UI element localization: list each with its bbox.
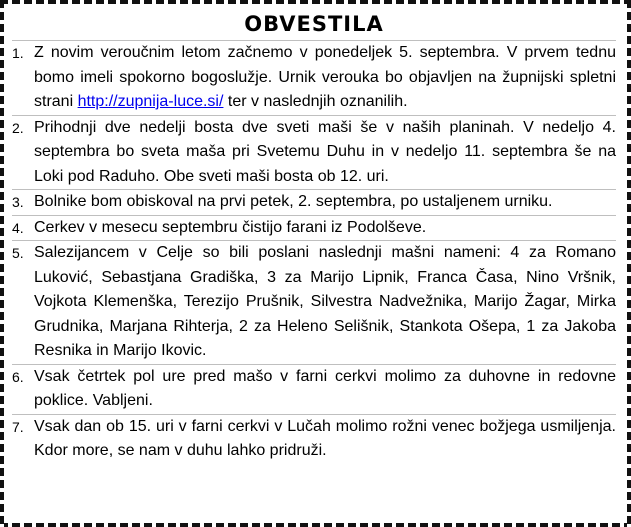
notice-text: Cerkev v mesecu septembru čistijo farani iz Podolševe. (34, 218, 427, 236)
notice-list (12, 40, 616, 464)
notice-text: Bolnike bom obiskoval na prvi petek, 2. septembra, po ustaljenem urniku. (34, 193, 553, 210)
notice-item-2 (12, 115, 616, 190)
notice-item-3 (12, 189, 616, 215)
notice-text-after: ter v naslednjih oznanilih. (223, 93, 408, 110)
notice-number: 2. (12, 119, 24, 136)
notice-item-6 (12, 364, 616, 414)
notice-number: 5. (12, 245, 24, 261)
notice-number: 7. (12, 418, 24, 435)
notice-content (12, 10, 616, 464)
notice-text: Salezijancem v Celje so bili poslani naslednji mašni nameni: 4 za Romano Luković, Sebastjana Gradiška, 3 za Marijo Lipnik, Franca Časa, Nino Vršnik, Vojkota Klemenška, Terezijo Prušnik, Silvestra Nadvežnika, Marijo Žagar, Mirka Grudnika, Marjana Rihterja, 2 za Heleno Selišnik, Stankota Ošepa, 1 za Jakoba Resnika in Marijo Ikovic. (34, 244, 616, 359)
notice-number: 1. (12, 45, 24, 61)
border-right (627, 0, 631, 527)
notice-number: 6. (12, 368, 24, 385)
notice-number: 3. (12, 194, 24, 210)
notice-item-4 (12, 215, 616, 241)
border-bottom (0, 523, 631, 527)
notice-item-5 (12, 240, 616, 364)
notice-item-1 (12, 40, 616, 115)
notice-text: Prihodnji dve nedelji bosta dve sveti maši še v naših planinah. V nedeljo 4. septembra bo sveta maša pri Svetemu Duhu in v nedeljo 11. septembra še na Loki pod Raduho. Obe sveti maši bosta ob 12. uri. (34, 118, 616, 185)
notice-text: Vsak dan ob 15. uri v farni cerkvi v Lučah molimo rožni venec božjega usmiljenja. Kdor more, se nam v duhu lahko pridruži. (34, 417, 616, 459)
page-title: OBVESTILA (244, 12, 384, 36)
border-left (0, 0, 4, 527)
notice-text: Vsak četrtek pol ure pred mašo v farni cerkvi molimo za duhovne in redovne poklice. Vabljeni. (34, 367, 616, 409)
notice-number: 4. (12, 219, 24, 236)
notice-item-7 (12, 414, 616, 464)
parish-website-link[interactable]: http://zupnija-luce.si/ (77, 93, 224, 110)
notice-text: Z novim veroučnim letom začnemo v ponedeljek 5. septembra. V prvem tednu bomo imeli spokorno bogoslužje. Urnik verouka bo objavljen na župnijski spletni strani (34, 44, 616, 110)
border-top (0, 0, 631, 4)
